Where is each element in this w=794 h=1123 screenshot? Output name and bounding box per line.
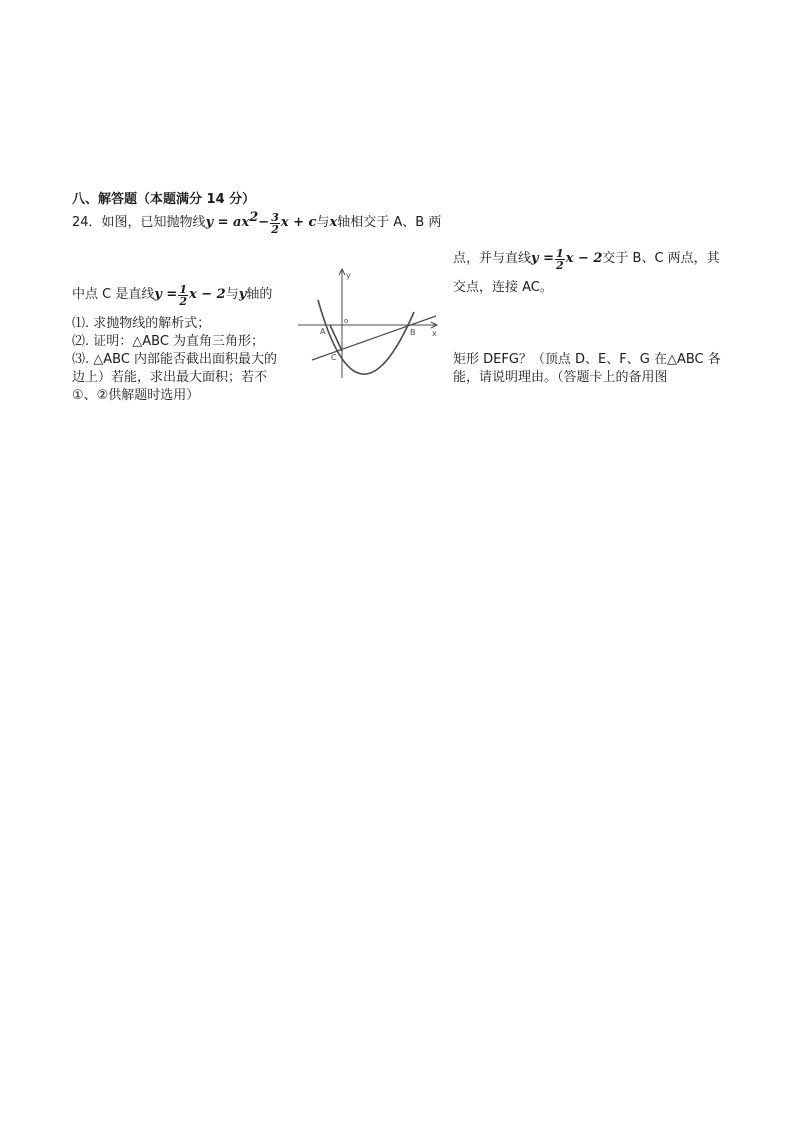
question-3-line3: ①、②供解题时选用） [72,388,200,403]
eq1-frac-den: 2 [271,222,279,236]
problem-number: 24． [72,215,102,230]
question-1: ⑴. 求抛物线的解析式； [72,316,211,331]
eq2-frac-den: 2 [556,258,564,272]
eq1-minus: − [258,215,270,230]
eq1-frac-num: 3 [271,210,279,224]
eq1-fraction [270,212,280,235]
eq2-fraction [555,248,565,271]
parabola-curve [318,300,414,374]
eq2-frac-num: 1 [556,246,564,260]
x-axis-var: x [329,215,338,230]
question-2: ⑵. 证明：△ABC 为直角三角形； [72,334,265,349]
label-y: y [346,271,351,280]
eq3-frac-num: 1 [179,282,187,296]
eq3-fraction [178,284,188,307]
problem-line-3-right: 交点，连接 AC。 [453,280,553,295]
label-x: x [432,329,437,338]
question-3-left: ⑶. △ABC 内部能否截出面积最大的 [72,352,278,367]
eq3-lhs: y = [154,287,178,302]
eq1-lhs: y = ax [205,215,250,230]
with-text: 与 [316,215,330,230]
question-3-line2-right: 能，请说明理由。（答题卡上的备用图 [453,370,668,385]
problem-line-1 [72,208,441,238]
label-c: C [331,353,337,362]
eq1-tail: x + c [280,215,317,230]
eq2-lhs: y = [531,251,554,266]
question-3-line2-left: 边上）若能，求出最大面积；若不 [72,370,268,385]
section-heading: 八、解答题（本题满分 14 分） [72,192,256,207]
line2-prefix: 点，并与直线 [453,251,532,266]
y-axis-var: y [238,287,247,302]
problem-intro: 如图，已知抛物线 [101,215,206,230]
eq2-tail: x − 2 [565,251,603,266]
line3-left-prefix: 中点 C 是直线 [72,287,155,302]
label-a: A [320,327,326,336]
question-3-right: 矩形 DEFG？（顶点 D、E、F、G 在△ABC 各 [453,352,721,367]
line2-suffix: 交于 B、C 两点，其 [602,251,720,266]
line3-left-mid: 与 [225,287,239,302]
label-o: o [344,317,349,325]
eq1-exp: 2 [249,210,259,225]
problem-line-2 [453,244,720,274]
eq3-frac-den: 2 [179,294,187,308]
line3-left-suffix: 轴的 [246,287,273,302]
parabola-figure [290,262,450,387]
problem-line-3-left [72,280,272,310]
eq3-tail: x − 2 [188,287,226,302]
intersect-text: 轴相交于 A、B 两 [337,215,442,230]
label-b: B [410,328,416,337]
